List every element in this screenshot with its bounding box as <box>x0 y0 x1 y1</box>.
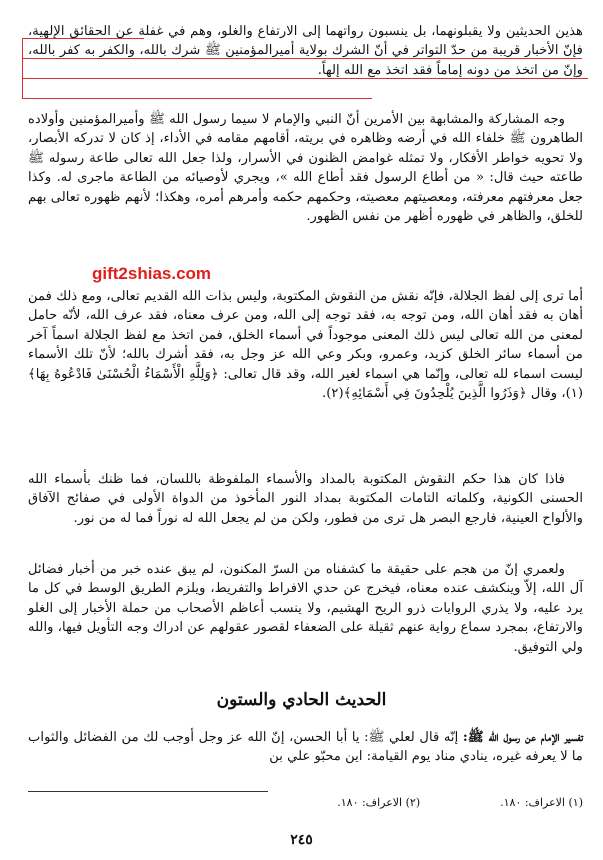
paragraph-1-text: هذين الحديثين ولا يقبلونهما، بل ينسبون رواتهما إلى الارتفاع والغلو، وهم في غفلة عن الحقائق الإلهية، فإنّ الأخبار قريبة من حدّ التواتر في أنّ الشرك بولاية أميرالمؤمنين ﷺ شرك بالله، والكفر به كفر بالله، وإنّ من اتخذ من دونه إماماً فقد اتخذ مع الله إلهاً. <box>28 24 583 78</box>
paragraph-5 <box>28 560 583 657</box>
section-heading: الحديث الحادي والستون <box>216 690 387 710</box>
highlight-left-bar <box>22 38 23 98</box>
paragraph-6-rest: إنّه قال لعلي ﷺ: يا أبا الحسن، إنّ الله عز وجل أوجب لك من الفضائل والثواب ما لا يعرفه غيره، ينادي مناد يوم القيامة: اين محبّو علي بن <box>28 730 583 765</box>
paragraph-1 <box>28 22 583 80</box>
footnote-2: (٢) الاعراف: ١٨٠. <box>337 796 421 809</box>
page-number: ٢٤٥ <box>290 832 313 848</box>
paragraph-3 <box>28 287 583 403</box>
footnotes <box>28 796 583 809</box>
footnote-1: (١) الاعراف: ١٨٠. <box>500 796 583 809</box>
footnote-divider <box>28 791 268 792</box>
paragraph-6 <box>28 728 583 767</box>
paragraph-6-lead: تفسير الإمام عن رسول الله ﷺ: <box>462 730 583 745</box>
paragraph-6-text <box>28 728 583 767</box>
paragraph-4 <box>28 470 583 528</box>
paragraph-4-text: فاذا كان هذا حكم النقوش المكتوبة بالمداد والأسماء الملفوظة باللسان، فما ظنك بأسماء الله الحسنى الكونية، وكلماته التامات المكتوبة بمداد النور المأخوذ من الدواة الأولى في صفائح الآفاق والألواح العينية، فارجع البصر هل ترى من فطور، ولكن من لم يجعل الله له نوراً فما له من نور. <box>28 472 583 526</box>
paragraph-3-text: أما ترى إلى لفظ الجلالة، فإنّه نقش من النقوش المكتوبة، وليس بذات الله القديم تعالى، ومع ذلك فمن أهان به فقد أهان الله، ومن توجه به، فقد توجه إلى الله، ومن عرف معناه، فقد عرف الله، لأنّه حامل لمعنى من الله تعالى ليس ذلك المعنى موجوداً في أسماء الخلق، فمن اتخذ مع لفظ الجلالة اسماً آخر من أسماء سائر الخلق كزيد، وعمرو، وبكر وعي الله عز وجل به، فقد أشرك بالله؛ لأنّ تلك الأسماء ليست اسماء لله تعالى، وإنّما هي اسماء لغير الله، وقد قال تعالى: ﴿وَلِلَّهِ الْأَسْمَاءُ الْحُسْنَىٰ فَادْعُوهُ بِهَا﴾(١)، وقال ﴿وَذَرُوا الَّذِينَ يُلْحِدُونَ فِي أَسْمَائِهِ﴾(٢). <box>28 289 583 402</box>
paragraph-2-text: وجه المشاركة والمشابهة بين الأمرين أنّ النبي والإمام لا سيما رسول الله ﷺ وأميرالمؤمنين وأولاده الطاهرون ﷺ خلفاء الله في أرضه وظاهره في بريته، أقامهم مقامه في الأداء، إذ كان لا تدركه الأبصار، ولا تحويه خواطر الأفكار، ولا تمثله غوامض الظنون في الأسرار، ولذا جعل الله تعالى طاعة رسوله ﷺ طاعته حيث قال: « من أطاع الرسول فقد أطاع الله »، ويجري لأوصيائه من الطاعة ماجرى له. وكذا جعل معرفتهم معرفته، ومعصيتهم معصيته، وحكمهم حكمه وأمرهم أمره، وهكذا؛ لأنهم ظهوره تعالى بهم للخلق، والظاهر في ظهوره أظهر من نفس الظهور. <box>28 112 583 225</box>
watermark-link[interactable]: gift2shias.com <box>92 264 212 283</box>
paragraph-5-text: ولعمري إنّ من هجم على حقيقة ما كشفناه من السرّ المكنون، لم يبق عنده خبر من أخبار فضائل آل الله، إلاّ وينكشف عنده معناه، فيخرج عن حدي الافراط والتفريط، ويلزم الطريق الوسط في كل ما يرد عليه، ولا يذري الروايات ذرو الريح الهشيم، ولا ينسب أعاظم الأصحاب من حملة الأخبار إلى الغلو والارتفاع، بمجرد سماع رواية عنهم ثقيلة على الضعفاء لقصور عقولهم عن ادراك وجه التأويل فيها، والله ولي التوفيق. <box>28 562 583 655</box>
highlight-underline-4 <box>22 98 372 99</box>
paragraph-2 <box>28 110 583 226</box>
